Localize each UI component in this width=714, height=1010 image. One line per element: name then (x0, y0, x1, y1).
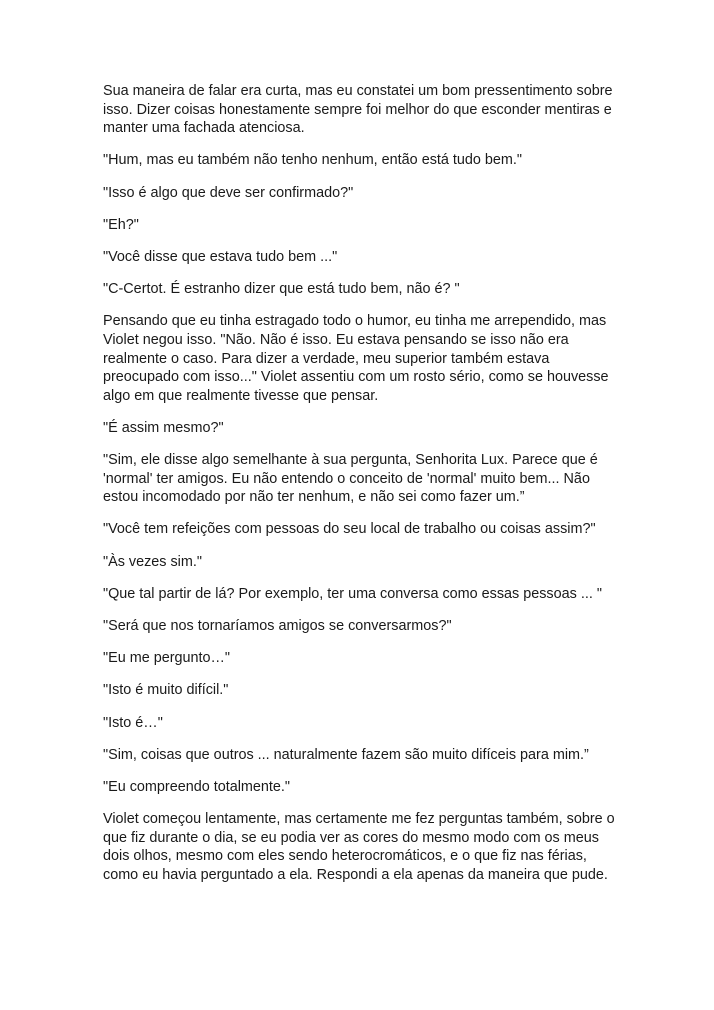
paragraph: "Que tal partir de lá? Por exemplo, ter uma conversa como essas pessoas ... " (103, 585, 602, 602)
paragraph: "Isto é…" (103, 714, 163, 731)
paragraph: "Será que nos tornaríamos amigos se conversarmos?" (103, 618, 452, 634)
paragraph: "Sim, ele disse algo semelhante à sua pergunta, Senhorita Lux. Parece que é 'normal' ter amigos. Eu não entendo o conceito de 'normal' muito bem... Não estou incomodado por não ter nenhum, e não sei como fazer um.” (103, 452, 598, 506)
document-page (103, 82, 615, 898)
paragraph: "Eu me pergunto…" (103, 650, 231, 667)
paragraph: "Às vezes sim." (103, 553, 202, 570)
paragraph: Sua maneira de falar era curta, mas eu constatei um bom pressentimento sobre isso. Dizer coisas honestamente sempre foi melhor do que esconder mentiras e manter uma fachada atenciosa. (103, 83, 613, 137)
paragraph: "C-Certot. É estranho dizer que está tudo bem, não é? " (103, 281, 460, 298)
paragraph: "É assim mesmo?" (103, 419, 224, 436)
paragraph: Pensando que eu tinha estragado todo o humor, eu tinha me arrependido, mas Violet negou isso. "Não. Não é isso. Eu estava pensando se isso não era realmente o caso. Para dizer a verdade, meu superior também estava preocupado com isso..." Violet assentiu com um rosto sério, como se houvesse algo em que realmente tivesse que pensar. (103, 313, 609, 404)
paragraph: "Eu compreendo totalmente." (103, 778, 291, 795)
paragraph: "Sim, coisas que outros ... naturalmente fazem são muito difíceis para mim.” (103, 746, 589, 763)
paragraph: Violet começou lentamente, mas certamente me fez perguntas também, sobre o que fiz durante o dia, se eu podia ver as cores do mesmo modo com os meus dois olhos, mesmo com eles sendo heterocromáticos, e o que fiz nas férias, como eu havia perguntado a ela. Respondi a ela apenas da maneira que pude. (103, 811, 615, 883)
paragraph: "Isto é muito difícil." (103, 682, 229, 699)
paragraph: "Hum, mas eu também não tenho nenhum, então está tudo bem." (103, 152, 522, 169)
paragraph: "Você disse que estava tudo bem ..." (103, 248, 338, 265)
paragraph: "Você tem refeições com pessoas do seu local de trabalho ou coisas assim?" (103, 521, 596, 538)
paragraph: "Eh?" (103, 216, 139, 233)
paragraph: "Isso é algo que deve ser confirmado?" (103, 184, 354, 201)
